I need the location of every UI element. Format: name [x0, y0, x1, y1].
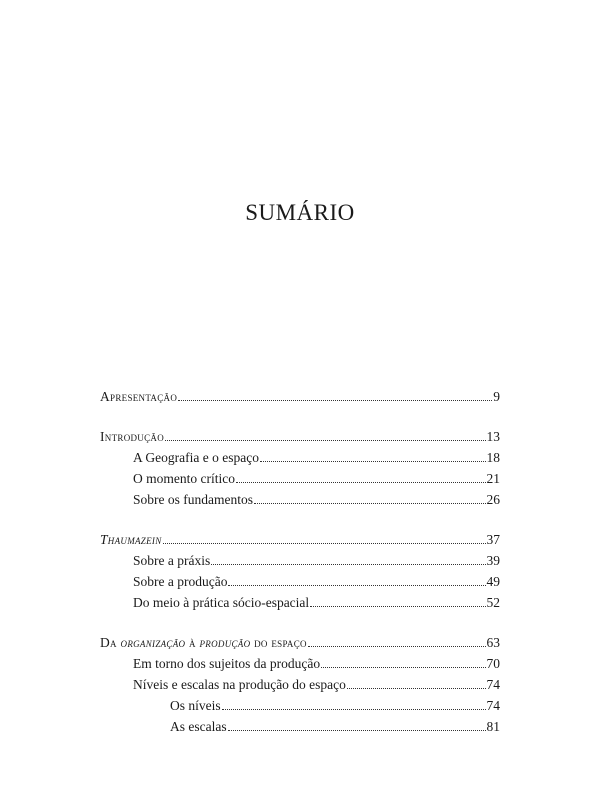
toc-chapter-entry[interactable]: [100, 386, 500, 407]
dot-leader: [254, 503, 486, 504]
dot-leader: [260, 461, 486, 462]
toc-entry-label: Níveis e escalas na produção do espaço: [133, 677, 346, 692]
toc-subentry[interactable]: [100, 653, 500, 674]
toc-subentry[interactable]: [100, 674, 500, 695]
toc-subentry[interactable]: [100, 571, 500, 592]
toc-entry-label: O momento crítico: [133, 471, 235, 486]
toc-entry-label-part: do espaço: [250, 635, 307, 650]
toc-chapter-entry[interactable]: [100, 529, 500, 550]
toc-section: [100, 632, 500, 737]
toc-page-number: 13: [486, 429, 500, 444]
toc-section: [100, 386, 500, 407]
toc-section: [100, 529, 500, 613]
toc-entry-label: Os níveis: [170, 698, 221, 713]
toc-page-number: 52: [486, 595, 500, 610]
dot-leader: [347, 688, 486, 689]
toc-subentry[interactable]: [100, 550, 500, 571]
dot-leader: [321, 667, 485, 668]
toc-entry-label: Sobre a produção: [133, 574, 228, 589]
toc-entry-label-part: Da: [100, 635, 121, 650]
toc-entry-label: A Geografia e o espaço: [133, 450, 259, 465]
toc-entry-label: Do meio à prática sócio-espacial: [133, 595, 310, 610]
dot-leader: [228, 730, 486, 731]
toc-page-number: 9: [493, 389, 500, 404]
table-of-contents: [100, 386, 500, 756]
page-title: SUMÁRIO: [245, 200, 355, 225]
toc-subentry[interactable]: [100, 447, 500, 468]
dot-leader: [228, 585, 485, 586]
toc-page-number: 49: [486, 574, 500, 589]
toc-entry-label: As escalas: [170, 719, 227, 734]
toc-subentry[interactable]: [100, 592, 500, 613]
toc-page-number: 21: [486, 471, 500, 486]
toc-page-number: 81: [486, 719, 500, 734]
toc-page-number: 18: [486, 450, 500, 465]
toc-chapter-entry[interactable]: [100, 426, 500, 447]
toc-page-number: 63: [486, 635, 500, 650]
dot-leader: [211, 564, 485, 565]
toc-section: [100, 426, 500, 510]
toc-entry-label: Introdução: [100, 429, 164, 444]
toc-page-number: 74: [486, 698, 500, 713]
toc-page-number: 37: [486, 532, 500, 547]
toc-subentry[interactable]: [100, 716, 500, 737]
toc-page-number: 26: [486, 492, 500, 507]
toc-entry-label: Sobre os fundamentos: [133, 492, 253, 507]
dot-leader: [236, 482, 486, 483]
toc-entry-label: Sobre a práxis: [133, 553, 211, 568]
toc-entry-label: Em torno dos sujeitos da produção: [133, 656, 321, 671]
toc-entry-label: Thaumazein: [100, 532, 162, 547]
dot-leader: [310, 606, 485, 607]
dot-leader: [178, 400, 492, 401]
toc-subentry[interactable]: [100, 695, 500, 716]
toc-entry-label-part: produção: [199, 635, 251, 650]
dot-leader: [222, 709, 486, 710]
toc-page-number: 39: [486, 553, 500, 568]
toc-page-number: 70: [486, 656, 500, 671]
toc-entry-label: Apresentação: [100, 389, 178, 404]
toc-chapter-entry[interactable]: [100, 632, 500, 653]
toc-entry-label-part: organização: [120, 635, 186, 650]
toc-page-number: 74: [486, 677, 500, 692]
dot-leader: [163, 543, 486, 544]
toc-subentry[interactable]: [100, 468, 500, 489]
dot-leader: [165, 440, 486, 441]
toc-subentry[interactable]: [100, 489, 500, 510]
toc-entry-label-part: à: [185, 635, 200, 650]
toc-entry-label: [100, 632, 307, 653]
dot-leader: [308, 646, 486, 647]
